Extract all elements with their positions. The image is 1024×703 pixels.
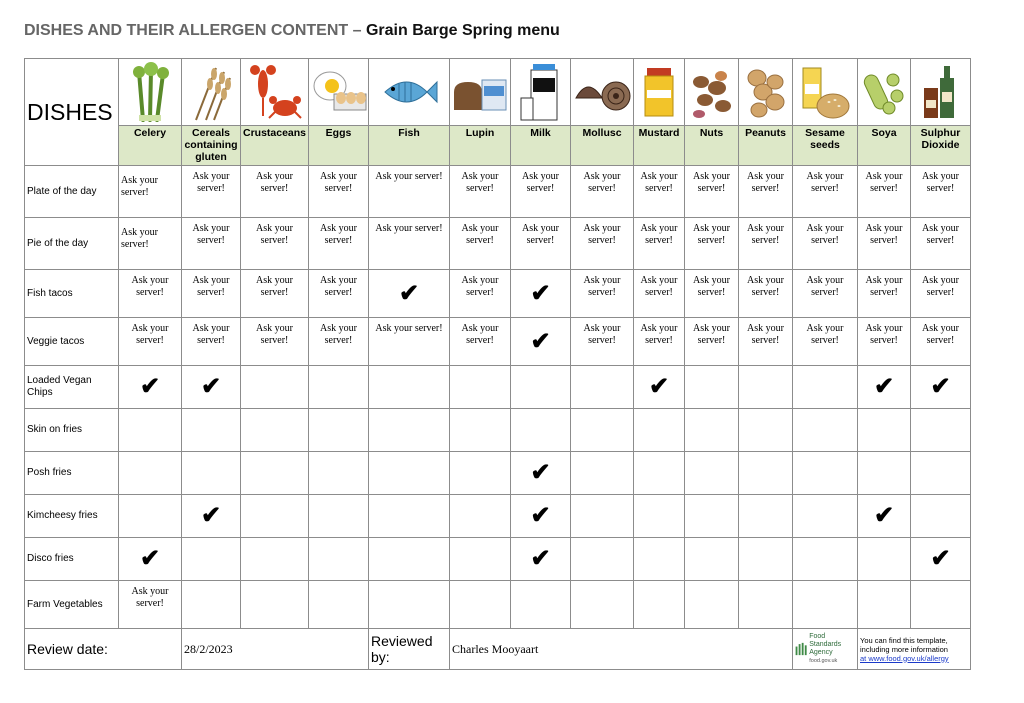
ask-server-cell: Ask your server! <box>182 166 241 218</box>
empty-cell <box>911 409 971 452</box>
allergen-tick: ✔ <box>182 495 241 538</box>
allergen-tick: ✔ <box>511 318 571 366</box>
lupin-icon <box>450 59 511 126</box>
table-row <box>25 581 971 629</box>
empty-cell <box>369 409 450 452</box>
empty-cell <box>858 581 911 629</box>
allergen-name: Sesame seeds <box>793 126 858 166</box>
empty-cell <box>858 409 911 452</box>
ask-server-cell: Ask your server! <box>241 218 309 270</box>
eggs-icon <box>309 59 369 126</box>
ask-server-cell: Ask your server! <box>739 318 793 366</box>
allergen-tick: ✔ <box>511 495 571 538</box>
ask-server-cell: Ask your server! <box>182 270 241 318</box>
empty-cell <box>685 366 739 409</box>
allergen-tick: ✔ <box>911 366 971 409</box>
page-title <box>24 22 560 40</box>
empty-cell <box>634 409 685 452</box>
empty-cell <box>182 581 241 629</box>
empty-cell <box>241 495 309 538</box>
ask-server-cell: Ask your server! <box>685 318 739 366</box>
table-row <box>25 409 971 452</box>
table-row <box>25 452 971 495</box>
empty-cell <box>450 581 511 629</box>
empty-cell <box>450 538 511 581</box>
empty-cell <box>309 581 369 629</box>
empty-cell <box>571 366 634 409</box>
allergy-link[interactable]: at www.food.gov.uk/allergy <box>860 653 949 663</box>
empty-cell <box>571 495 634 538</box>
empty-cell <box>911 495 971 538</box>
empty-cell <box>309 452 369 495</box>
empty-cell <box>858 538 911 581</box>
empty-cell <box>571 538 634 581</box>
ask-server-cell: Ask your server! <box>911 318 971 366</box>
empty-cell <box>119 452 182 495</box>
allergen-name: Fish <box>369 126 450 166</box>
ask-server-cell: Ask your server! <box>450 218 511 270</box>
ask-server-cell: Ask your server! <box>119 318 182 366</box>
dish-name: Veggie tacos <box>25 318 119 366</box>
dish-name: Fish tacos <box>25 270 119 318</box>
allergen-table <box>24 58 971 670</box>
empty-cell <box>634 538 685 581</box>
ask-server-cell: Ask your server! <box>571 218 634 270</box>
ask-server-cell: Ask your server! <box>793 270 858 318</box>
allergen-tick: ✔ <box>511 538 571 581</box>
empty-cell <box>911 452 971 495</box>
review-row <box>25 629 971 670</box>
ask-server-cell: Ask your server! <box>793 318 858 366</box>
ask-server-cell: Ask your server! <box>739 166 793 218</box>
allergen-name: Sulphur Dioxide <box>911 126 971 166</box>
ask-server-cell: Ask your server! <box>369 218 450 270</box>
review-date-value: 28/2/2023 <box>182 629 369 670</box>
dish-rows <box>25 166 971 629</box>
allergen-name: Nuts <box>685 126 739 166</box>
ask-server-cell: Ask your server! <box>511 218 571 270</box>
dishes-header: DISHES <box>25 59 119 166</box>
empty-cell <box>369 366 450 409</box>
fsa-logo-icon <box>795 637 807 661</box>
fish-icon <box>369 59 450 126</box>
ask-server-cell: Ask your server! <box>309 218 369 270</box>
fsa-logo-text: Food Standards Agency <box>809 633 842 656</box>
allergen-tick: ✔ <box>119 366 182 409</box>
empty-cell <box>511 366 571 409</box>
dish-name: Posh fries <box>25 452 119 495</box>
ask-server-cell: Ask your server! <box>634 218 685 270</box>
allergen-name: Peanuts <box>739 126 793 166</box>
ask-server-cell: Ask your server! <box>511 166 571 218</box>
empty-cell <box>634 581 685 629</box>
table-row <box>25 166 971 218</box>
fsa-logo <box>793 629 858 670</box>
allergen-tick: ✔ <box>911 538 971 581</box>
empty-cell <box>793 452 858 495</box>
ask-server-cell: Ask your server! <box>309 318 369 366</box>
empty-cell <box>511 409 571 452</box>
allergen-name: Cereals containing gluten <box>182 126 241 166</box>
empty-cell <box>450 452 511 495</box>
empty-cell <box>793 581 858 629</box>
mollusc-icon <box>571 59 634 126</box>
review-date-label: Review date: <box>25 629 182 670</box>
empty-cell <box>571 581 634 629</box>
mustard-icon <box>634 59 685 126</box>
fsa-logo-url: food.gov.uk <box>809 658 838 664</box>
ask-server-cell: Ask your server! <box>119 581 182 629</box>
empty-cell <box>450 495 511 538</box>
allergen-label-row <box>25 126 971 166</box>
celery-icon <box>119 59 182 126</box>
soya-icon <box>858 59 911 126</box>
allergen-name: Milk <box>511 126 571 166</box>
empty-cell <box>634 495 685 538</box>
table-row <box>25 495 971 538</box>
ask-server-cell: Ask your server! <box>119 270 182 318</box>
empty-cell <box>571 452 634 495</box>
empty-cell <box>369 452 450 495</box>
dish-name: Farm Vegetables <box>25 581 119 629</box>
ask-server-cell: Ask your server! <box>911 166 971 218</box>
empty-cell <box>739 409 793 452</box>
allergen-tick: ✔ <box>634 366 685 409</box>
empty-cell <box>858 452 911 495</box>
ask-server-cell: Ask your server! <box>369 166 450 218</box>
ask-server-cell: Ask your server! <box>685 166 739 218</box>
ask-server-cell: Ask your server! <box>858 218 911 270</box>
empty-cell <box>369 581 450 629</box>
empty-cell <box>450 366 511 409</box>
empty-cell <box>793 366 858 409</box>
empty-cell <box>309 538 369 581</box>
allergen-name: Mollusc <box>571 126 634 166</box>
allergen-tick: ✔ <box>858 495 911 538</box>
ask-server-cell: Ask your server! <box>450 270 511 318</box>
reviewed-by-label: Reviewed by: <box>369 629 450 670</box>
ask-server-cell: Ask your server! <box>450 166 511 218</box>
ask-server-cell: Ask your server! <box>571 270 634 318</box>
allergen-name: Soya <box>858 126 911 166</box>
empty-cell <box>739 538 793 581</box>
empty-cell <box>369 495 450 538</box>
ask-server-cell: Ask your server! <box>793 166 858 218</box>
allergen-name: Lupin <box>450 126 511 166</box>
empty-cell <box>739 581 793 629</box>
empty-cell <box>685 538 739 581</box>
allergen-name: Celery <box>119 126 182 166</box>
empty-cell <box>119 495 182 538</box>
empty-cell <box>793 409 858 452</box>
empty-cell <box>685 581 739 629</box>
empty-cell <box>739 366 793 409</box>
allergen-tick: ✔ <box>858 366 911 409</box>
ask-server-cell: Ask your server! <box>571 166 634 218</box>
ask-server-cell: Ask your server! <box>634 166 685 218</box>
empty-cell <box>182 538 241 581</box>
template-note <box>858 629 971 670</box>
empty-cell <box>309 495 369 538</box>
ask-server-cell: Ask your server! <box>685 270 739 318</box>
allergen-tick: ✔ <box>511 270 571 318</box>
empty-cell <box>685 495 739 538</box>
ask-server-cell: Ask your server! <box>369 318 450 366</box>
crustaceans-icon <box>241 59 309 126</box>
empty-cell <box>511 581 571 629</box>
ask-server-cell: Ask your server! <box>182 318 241 366</box>
allergen-name: Eggs <box>309 126 369 166</box>
table-row <box>25 218 971 270</box>
title-main: DISHES AND THEIR ALLERGEN CONTENT – <box>24 22 366 39</box>
ask-server-cell: Ask your server! <box>119 218 182 270</box>
empty-cell <box>571 409 634 452</box>
allergen-name: Crustaceans <box>241 126 309 166</box>
ask-server-cell: Ask your server! <box>858 166 911 218</box>
table-row <box>25 270 971 318</box>
empty-cell <box>241 366 309 409</box>
allergen-tick: ✔ <box>182 366 241 409</box>
dish-name: Loaded Vegan Chips <box>25 366 119 409</box>
ask-server-cell: Ask your server! <box>739 218 793 270</box>
sesame-icon <box>793 59 858 126</box>
ask-server-cell: Ask your server! <box>182 218 241 270</box>
ask-server-cell: Ask your server! <box>309 270 369 318</box>
empty-cell <box>241 538 309 581</box>
ask-server-cell: Ask your server! <box>450 318 511 366</box>
empty-cell <box>739 495 793 538</box>
ask-server-cell: Ask your server! <box>858 270 911 318</box>
empty-cell <box>119 409 182 452</box>
ask-server-cell: Ask your server! <box>119 166 182 218</box>
milk-icon <box>511 59 571 126</box>
empty-cell <box>634 452 685 495</box>
wheat-icon <box>182 59 241 126</box>
empty-cell <box>685 452 739 495</box>
ask-server-cell: Ask your server! <box>241 318 309 366</box>
empty-cell <box>241 409 309 452</box>
empty-cell <box>182 409 241 452</box>
allergen-tick: ✔ <box>369 270 450 318</box>
empty-cell <box>309 409 369 452</box>
table-row <box>25 318 971 366</box>
allergen-name: Mustard <box>634 126 685 166</box>
empty-cell <box>241 581 309 629</box>
sulphur-dioxide-icon <box>911 59 971 126</box>
icon-row <box>25 59 971 126</box>
empty-cell <box>309 366 369 409</box>
empty-cell <box>369 538 450 581</box>
ask-server-cell: Ask your server! <box>685 218 739 270</box>
nuts-icon <box>685 59 739 126</box>
dish-name: Disco fries <box>25 538 119 581</box>
ask-server-cell: Ask your server! <box>911 270 971 318</box>
ask-server-cell: Ask your server! <box>793 218 858 270</box>
empty-cell <box>241 452 309 495</box>
dish-name: Plate of the day <box>25 166 119 218</box>
empty-cell <box>739 452 793 495</box>
table-row <box>25 366 971 409</box>
empty-cell <box>182 452 241 495</box>
reviewer-name: Charles Mooyaart <box>450 629 793 670</box>
ask-server-cell: Ask your server! <box>241 166 309 218</box>
empty-cell <box>911 581 971 629</box>
allergen-tick: ✔ <box>119 538 182 581</box>
ask-server-cell: Ask your server! <box>309 166 369 218</box>
dish-name: Skin on fries <box>25 409 119 452</box>
empty-cell <box>450 409 511 452</box>
empty-cell <box>793 495 858 538</box>
ask-server-cell: Ask your server! <box>571 318 634 366</box>
ask-server-cell: Ask your server! <box>634 318 685 366</box>
template-note-text: You can find this template, including more information <box>860 635 948 654</box>
ask-server-cell: Ask your server! <box>739 270 793 318</box>
dish-name: Pie of the day <box>25 218 119 270</box>
allergen-tick: ✔ <box>511 452 571 495</box>
ask-server-cell: Ask your server! <box>858 318 911 366</box>
empty-cell <box>685 409 739 452</box>
table-row <box>25 538 971 581</box>
ask-server-cell: Ask your server! <box>911 218 971 270</box>
title-menu-name: Grain Barge Spring menu <box>365 22 560 39</box>
dish-name: Kimcheesy fries <box>25 495 119 538</box>
ask-server-cell: Ask your server! <box>241 270 309 318</box>
peanuts-icon <box>739 59 793 126</box>
empty-cell <box>793 538 858 581</box>
ask-server-cell: Ask your server! <box>634 270 685 318</box>
